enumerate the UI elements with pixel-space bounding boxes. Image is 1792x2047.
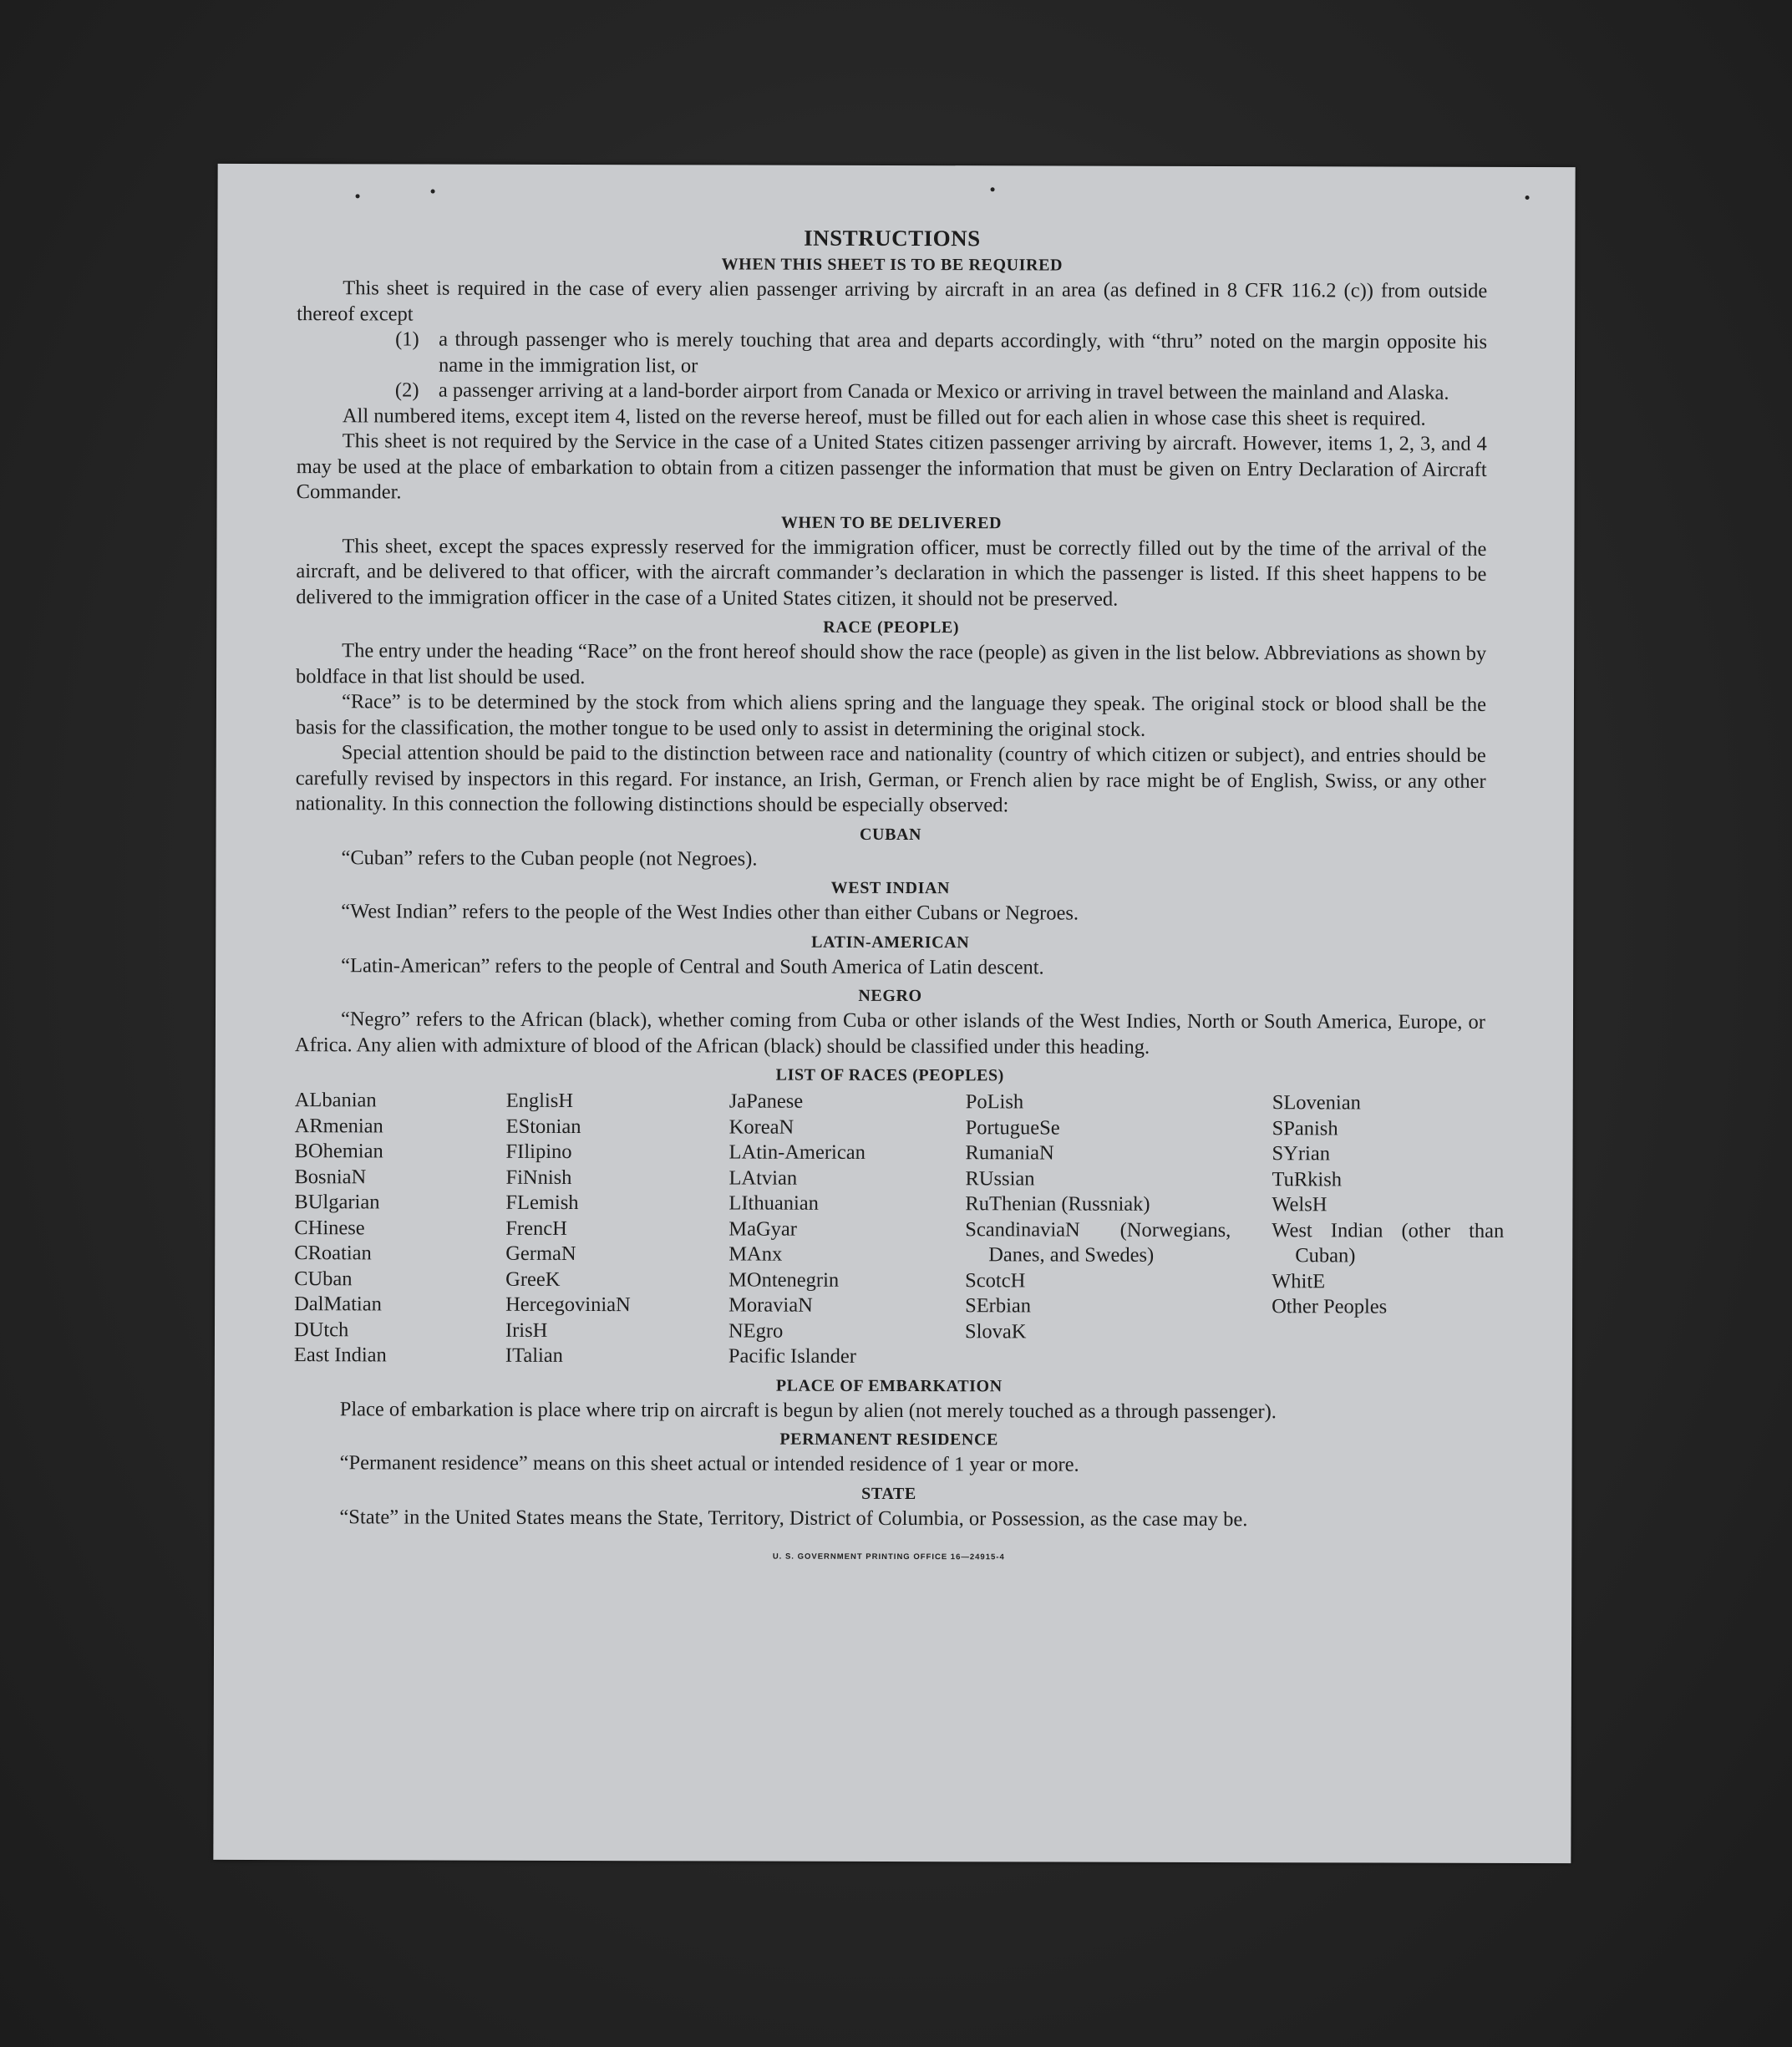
race-item: ScotcH: [965, 1268, 1026, 1292]
race-item: SlovaK: [964, 1319, 1027, 1343]
race-item: RUssian: [965, 1166, 1035, 1190]
latin-american-text: “Latin-American” refers to the people of Central and South America of Latin descent.: [341, 953, 1044, 978]
heading-negro: NEGRO: [858, 986, 922, 1006]
race-item: SPanish: [1272, 1116, 1338, 1140]
item-number: (2): [394, 378, 419, 402]
race-item: ITalian: [505, 1344, 563, 1367]
numbered-item: [395, 378, 1487, 406]
race-item: WelsH: [1272, 1193, 1328, 1217]
cuban-text: “Cuban” refers to the Cuban people (not Negroes).: [341, 846, 758, 871]
race-item: ARmenian: [294, 1114, 383, 1137]
race-item: TuRkish: [1272, 1167, 1343, 1191]
heading-race: RACE (PEOPLE): [823, 617, 960, 637]
race-item: East Indian: [293, 1344, 387, 1367]
race-item: SYrian: [1272, 1142, 1331, 1166]
race-list: [293, 1088, 1505, 1371]
race-item: RuThenian (Russniak): [965, 1192, 1150, 1216]
race-item: FiNnish: [505, 1166, 572, 1189]
embarkation-text: Place of embarkation is place where trip on aircraft is begun by alien (not merely touched as a through passenger).: [339, 1397, 1277, 1423]
race-item: DUtch: [293, 1318, 349, 1341]
negro-text: “Negro” refers to the African (black), whether coming from Cuba or other islands of the West Indies, North or South America, Europe, or Africa. Any alien with admixture of blood of the African (black) should be classified under this heading.: [294, 1008, 1486, 1059]
race-item: NEgro: [728, 1318, 784, 1343]
race-item: LAtin-American: [728, 1140, 866, 1164]
race-item: MoraviaN: [728, 1293, 813, 1317]
required-para-citizen: This sheet is not required by the Service in the case of a United States citizen passenger arriving by aircraft. However, items 1, 2, 3, and 4 may be used at the place of embarkation to obtain from a citizen passenger the information that must be given on Entry Declaration of Aircraft Commander.: [296, 429, 1487, 504]
race-item: SLovenian: [1272, 1091, 1361, 1115]
race-item: LAtvian: [728, 1166, 798, 1190]
heading-state: STATE: [861, 1484, 916, 1503]
race-item: CUban: [294, 1267, 353, 1290]
race-item: ScandinaviaN (Norwegians, Danes, and Swedes): [965, 1217, 1231, 1267]
race-item: MOntenegrin: [728, 1267, 840, 1292]
race-para-1: The entry under the heading “Race” on the front hereof should show the race (people) as given in the list below. Abbreviations as shown by boldface in that list should be used.: [296, 639, 1487, 688]
residence-text: “Permanent residence” means on this sheet actual or intended residence of 1 year or more.: [339, 1451, 1079, 1476]
race-item: LIthuanian: [728, 1191, 819, 1215]
race-item: West Indian (other than Cuban): [1272, 1218, 1505, 1267]
instruction-sheet: [213, 164, 1575, 1863]
item-text: a through passenger who is merely touching that area and departs accordingly, with “thru” noted on the margin opposite his name in the immigration list, or: [438, 328, 1488, 377]
race-item: FrencH: [505, 1217, 567, 1240]
race-column: [728, 1089, 966, 1369]
document-title: INSTRUCTIONS: [804, 225, 981, 251]
race-item: KoreaN: [728, 1115, 794, 1139]
delivered-text: This sheet, except the spaces expressly reserved for the immigration officer, must be correctly filled out by the time of the arrival of the aircraft, and be delivered to that officer, with the aircraft commander’s declaration in which the passenger is listed. If this sheet happens to be delivered to the immigration officer in the case of a United States citizen, it should not be preserved.: [296, 534, 1487, 611]
race-item: SErbian: [965, 1294, 1032, 1318]
race-column: [294, 1088, 506, 1369]
race-item: ALbanian: [294, 1089, 377, 1112]
heading-when-delivered: WHEN TO BE DELIVERED: [780, 513, 1003, 532]
ink-speck: [991, 187, 995, 191]
race-column: [505, 1089, 729, 1369]
race-item: MaGyar: [728, 1217, 798, 1241]
race-item: CHinese: [294, 1216, 365, 1239]
race-item: DalMatian: [294, 1293, 382, 1316]
required-para-numbered-items: All numbered items, except item 4, listed on the reverse hereof, must be filled out for each alien in whose case this sheet is required.: [342, 404, 1426, 430]
race-item: GermaN: [505, 1242, 576, 1266]
item-number: (1): [395, 328, 419, 351]
race-item: PortugueSe: [965, 1115, 1060, 1140]
race-item: JaPanese: [728, 1090, 804, 1113]
race-item: MAnx: [728, 1242, 783, 1266]
numbered-item: [395, 327, 1487, 380]
heading-west-indian: WEST INDIAN: [830, 878, 951, 898]
item-text: a passenger arriving at a land-border airport from Canada or Mexico or arriving in travel between the mainland and Alaska.: [438, 378, 1449, 404]
race-item: GreeK: [505, 1267, 561, 1291]
heading-embarkation: PLACE OF EMBARKATION: [775, 1376, 1003, 1395]
race-item: RumaniaN: [965, 1141, 1054, 1165]
race-column: [965, 1090, 1272, 1370]
ink-speck: [431, 190, 435, 194]
heading-list-of-races: LIST OF RACES (PEOPLES): [775, 1065, 1004, 1085]
document-body: [293, 222, 1505, 1572]
race-item: Pacific Islander: [728, 1344, 857, 1368]
race-item: BUlgarian: [294, 1191, 380, 1214]
race-item: BOhemian: [294, 1140, 383, 1163]
ink-speck: [1525, 196, 1530, 200]
heading-permanent-residence: PERMANENT RESIDENCE: [779, 1430, 999, 1450]
west-indian-text: “West Indian” refers to the people of the West Indies other than either Cubans or Negroes.: [341, 900, 1079, 925]
race-item: EnglisH: [505, 1089, 574, 1112]
race-item: FLemish: [505, 1191, 579, 1215]
race-item: IrisH: [505, 1318, 548, 1342]
ink-speck: [356, 194, 360, 198]
heading-latin-american: LATIN-AMERICAN: [811, 932, 970, 952]
race-column: [1272, 1090, 1505, 1371]
heading-when-required: WHEN THIS SHEET IS TO BE REQUIRED: [721, 255, 1064, 275]
race-item: BosniaN: [294, 1165, 367, 1188]
race-item: CRoatian: [294, 1242, 372, 1265]
printing-office-footer: U. S. GOVERNMENT PRINTING OFFICE 16—24915-4: [772, 1552, 1005, 1562]
state-text: “State” in the United States means the State, Territory, District of Columbia, or Possession, as the case may be.: [339, 1505, 1248, 1531]
race-para-2: “Race” is to be determined by the stock from which aliens spring and the language they speak. The original stock or blood shall be the basis for the classification, the mother tongue to be used only to assist in determining the original stock.: [295, 690, 1487, 741]
race-item: Other Peoples: [1272, 1295, 1388, 1318]
race-para-3: Special attention should be paid to the distinction between race and nationality (country of which citizen or subject), and entries should be carefully revised by inspectors in this regard. For instance, an Irish, German, or French alien by race might be of English, Swiss, or any other nationality. In this connection the following distinctions should be especially observed:: [295, 741, 1486, 817]
required-intro: This sheet is required in the case of every alien passenger arriving by aircraft in an area (as defined in 8 CFR 116.2 (c)) from outside thereof except: [297, 277, 1488, 325]
heading-cuban: CUBAN: [859, 825, 922, 844]
race-item: EStonian: [505, 1115, 581, 1138]
race-item: PoLish: [965, 1090, 1024, 1114]
race-item: HercegoviniaN: [505, 1293, 631, 1317]
race-item: FIlipino: [505, 1140, 572, 1163]
race-item: WhitE: [1272, 1269, 1326, 1293]
